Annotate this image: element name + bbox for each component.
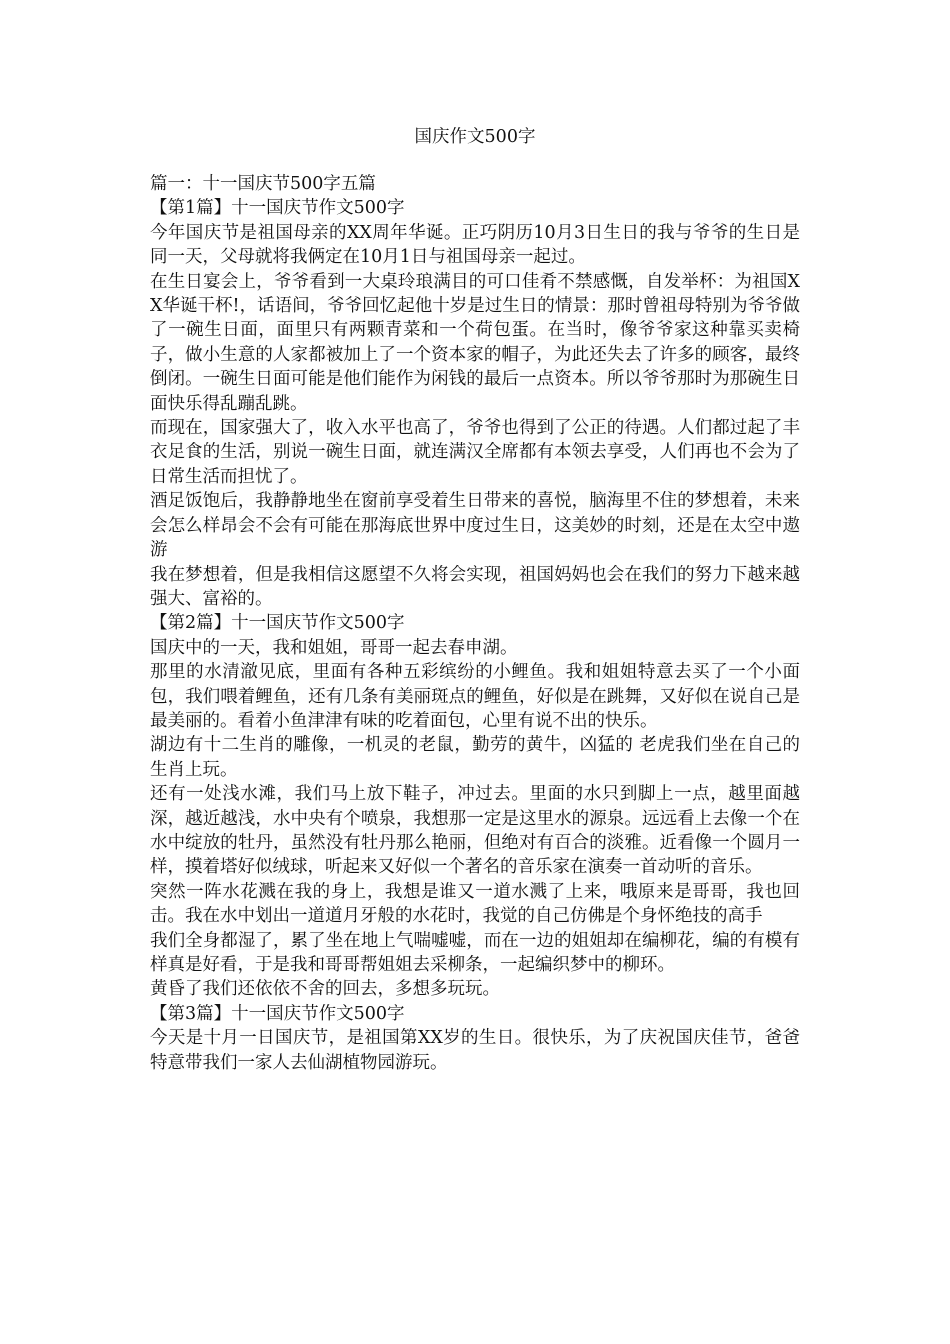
chapter-heading: 【第1篇】十一国庆节作文500字	[150, 198, 405, 219]
body-paragraph: 国庆中的一天，我和姐姐，哥哥一起去春申湖。	[150, 637, 518, 658]
body-paragraph: 我们全身都湿了，累了坐在地上气喘嘘嘘，而在一边的姐姐却在编柳花，编的有模有样真是好看，于是我和哥哥帮姐姐去采柳条，一起编织梦中的柳环。	[150, 930, 800, 975]
body-paragraph: 黄昏了我们还依依不舍的回去，多想多玩玩。	[150, 979, 500, 1000]
chapter-heading: 【第3篇】十一国庆节作文500字	[150, 1003, 405, 1024]
document-title: 国庆作文500字	[414, 127, 536, 147]
body-paragraph: 而现在，国家强大了，收入水平也高了，爷爷也得到了公正的待遇。人们都过起了丰衣足食的生活，别说一碗生日面，就连满汉全席都有本领去享受，人们再也不会为了日常生活而担忧了。	[150, 418, 800, 487]
body-paragraph: 那里的水清澈见底，里面有各种五彩缤纷的小鲤鱼。我和姐姐特意去买了一个小面包，我们喂着鲤鱼，还有几条有美丽斑点的鲤鱼，好似是在跳舞，又好似在说自己是 最美丽的。看着小鱼津津有味的吃着面包，心里有说不出的快乐。	[150, 662, 800, 731]
chapter-heading: 【第2篇】十一国庆节作文500字	[150, 613, 405, 634]
body-paragraph: 湖边有十二生肖的雕像，一机灵的老鼠，勤劳的黄牛，凶猛的 老虎我们坐在自己的生肖上玩。	[150, 735, 800, 780]
body-paragraph: 我在梦想着，但是我相信这愿望不久将会实现，祖国妈妈也会在我们的努力下越来越强大、富裕的。	[150, 564, 800, 609]
document-body	[150, 172, 800, 1075]
body-paragraph: 今年国庆节是祖国母亲的XX周年华诞。正巧阴历10月3日生日的我与爷爷的生日是同一天，父母就将我俩定在10月1日与祖国母亲一起过。	[150, 222, 800, 268]
body-paragraph: 今天是十月一日国庆节，是祖国第XX岁的生日。很快乐，为了庆祝国庆佳节，爸爸特意带我们一家人去仙湖植物园游玩。	[150, 1028, 800, 1073]
body-paragraph: 突然一阵水花溅在我的身上，我想是谁又一道水溅了上来，哦原来是哥哥，我也回击。我在水中划出一道道月牙般的水花时，我觉的自己仿佛是个身怀绝技的高手	[150, 881, 800, 927]
body-paragraph: 在生日宴会上，爷爷看到一大桌玲琅满目的可口佳肴不禁感慨，自发举杯：为祖国XX华诞干杯!，话语间，爷爷回忆起他十岁是过生日的情景：那时曾祖母特别为爷爷做了一碗生日面，面里只有两颗青菜和一个荷包蛋。在当时，像爷爷家这种靠买卖椅子，做小生意的人家都被加上了一个资本家的帽子，为此还失去了许多的顾客，最终倒闭。一碗生日面可能是他们能作为闲钱的最后一点资本。所以爷爷那时为那碗生日面快乐得乱蹦乱跳。	[150, 271, 800, 414]
section-heading: 篇一：十一国庆节500字五篇	[150, 174, 376, 194]
body-paragraph: 酒足饭饱后，我静静地坐在窗前享受着生日带来的喜悦，脑海里不住的梦想着，未来会怎么样昂会不会有可能在那海底世界中度过生日，这美妙的时刻，还是在太空中遨游	[150, 491, 800, 561]
body-paragraph: 还有一处浅水滩，我们马上放下鞋子，冲过去。里面的水只到脚上一点，越里面越深，越近越浅，水中央有个喷泉，我想那一定是这里水的源泉。远远看上去像一个在水中绽放的牡丹，虽然没有牡丹那么艳丽，但绝对有百合的淡雅。近看像一个圆月一样，摸着塔好似绒球，听起来又好似一个著名的音乐家在演奏一首动听的音乐。	[150, 784, 800, 878]
